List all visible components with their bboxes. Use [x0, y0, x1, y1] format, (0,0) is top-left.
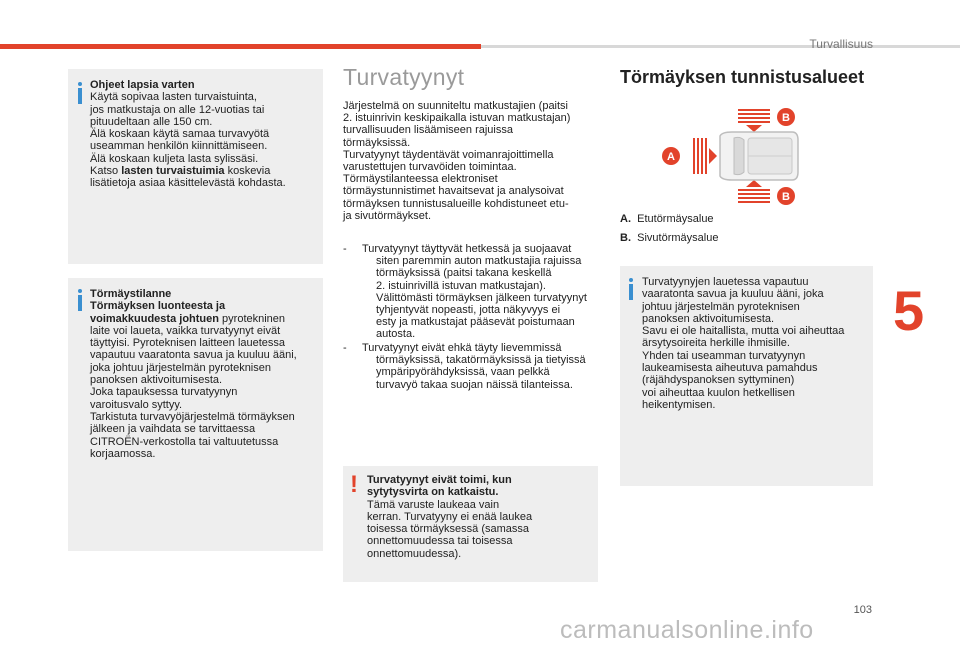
side-zone-bottom: [738, 190, 770, 202]
warning-icon: !: [350, 471, 358, 498]
car-top-view: [720, 132, 798, 180]
warning-box: [343, 466, 598, 582]
box-title: Törmäystilanne: [90, 288, 172, 300]
info-box-text: Turvatyynyjen lauetessa vapautuu vaaratonta savua ja kuuluu ääni, joka johtuu järjestelmän pyroteknisen panoksen aktivoitumisesta. Savu ei ole haitallista, mutta voi aiheuttaa ärsytysoireita herkille ihmisille. Yhden tai useamman turvatyynyn laukeamisesta aiheutuva pamahdus (räjähdyspanoksen syttyminen) voi aiheuttaa kuulon hetkellisen heikentymisen.: [642, 276, 845, 411]
info-icon: [78, 82, 82, 104]
list-dash: -: [343, 342, 347, 354]
detection-zones-diagram: [660, 104, 800, 208]
watermark: carmanualsonline.info: [560, 616, 814, 644]
info-icon: [78, 289, 82, 311]
info-box-child-seats: [68, 69, 323, 264]
box-title: Ohjeet lapsia varten: [90, 79, 195, 91]
section-title-airbags: Turvatyynyt: [343, 64, 465, 90]
section-title-detection-zones: Törmäyksen tunnistusalueet: [620, 67, 865, 87]
arrow-top: [746, 125, 762, 132]
info-box-text: Törmäystilanne Törmäyksen luonteesta ja voimakkuudesta johtuen pyrotekninen laite voi laueta, vaikka turvatyynyt eivät täyttyisi. Pyroteknisen laitteen lauetessa vapautuu vaaratonta savua ja kuuluu ääni, joka johtuu järjestelmän pyroteknisen panoksen aktivoitumisesta. Joka tapauksessa turvatyynyn varoitusvalo syttyy. Tarkistuta turvavyöjärjestelmä törmäyksen jälkeen ja vaihdata se tarvittaessa CITROËN-verkostolla tai valtuutetussa korjaamossa.: [90, 288, 322, 460]
legend-item-a: A. Etutörmäysalue: [620, 213, 714, 225]
header-red-rule: [0, 44, 481, 49]
front-zone: [694, 138, 706, 174]
arrow-bottom: [746, 180, 762, 187]
label-b-bottom: B: [782, 191, 790, 203]
list-item-2: Turvatyynyt eivät ehkä täyty lievemmissä törmäyksissä, takatörmäyksissä ja tietyissä ympäripyörähdyksissä, vaan pelkkä turvavyö takaa suojan näissä tilanteissa.: [362, 342, 586, 391]
chapter-title: Turvallisuus: [809, 37, 873, 51]
airbags-intro: Järjestelmä on suunniteltu matkustajien (paitsi 2. istuinrivin keskipaikalla istuvan matkustajan) turvallisuuden lisäämiseen rajuissa törmäyksissä. Turvatyynyt täydentävät voimanrajoittimella varustettujen turvavöiden toimintaa. Törmäystilanteessa elektroniset törmäystunnistimet havaitsevat ja analysoivat törmäyksen tunnistusalueille kohdistuneet etu- ja sivutörmäykset.: [343, 100, 571, 222]
list-item-1: Turvatyynyt täyttyvät hetkessä ja suojaavat siten paremmin auton matkustajia rajuissa törmäyksissä (paitsi takana keskellä 2. istuinrivillä istuvan matkustajan). Välittömästi törmäyksen jälkeen turvatyynyt tyhjentyvät nopeasti, jotta näkyvyys ei esty ja matkustajat pääsevät poistumaan autosta.: [362, 243, 587, 341]
legend-item-b: B. Sivutörmäysalue: [620, 232, 719, 244]
list-dash: -: [343, 243, 347, 255]
label-b-top: B: [782, 112, 790, 124]
info-icon: [629, 278, 633, 300]
page-number: 103: [853, 604, 872, 616]
label-a: A: [667, 151, 675, 163]
side-zone-top: [738, 110, 770, 122]
arrow-front: [709, 148, 717, 164]
header-grey-rule: [481, 45, 960, 48]
cross-reference: lasten turvaistuimia: [121, 165, 225, 178]
warning-text: Turvatyynyt eivät toimi, kun sytytysvirta on katkaistu. Tämä varuste laukeaa vain kerran. Turvatyyny ei enää laukea toisessa törmäyksessä (samassa onnettomuudessa tai toisessa onnettomuudessa).: [367, 474, 533, 560]
info-box-collision: [68, 278, 323, 551]
info-box-text: Ohjeet lapsia varten Käytä sopivaa lasten turvaistuinta, jos matkustaja on alle 12-vuotias tai pituudeltaan alle 150 cm. Älä koskaan käytä samaa turvavyötä useamman henkilön kiinnittämiseen. Älä koskaan kuljeta lasta sylissäsi. Katso lasten turvaistuimia koskevia lisätietoja asiaa käsittelevästä kohdasta.: [90, 79, 320, 190]
chapter-tab-number: 5: [893, 279, 925, 342]
info-box-smoke: [620, 266, 873, 486]
